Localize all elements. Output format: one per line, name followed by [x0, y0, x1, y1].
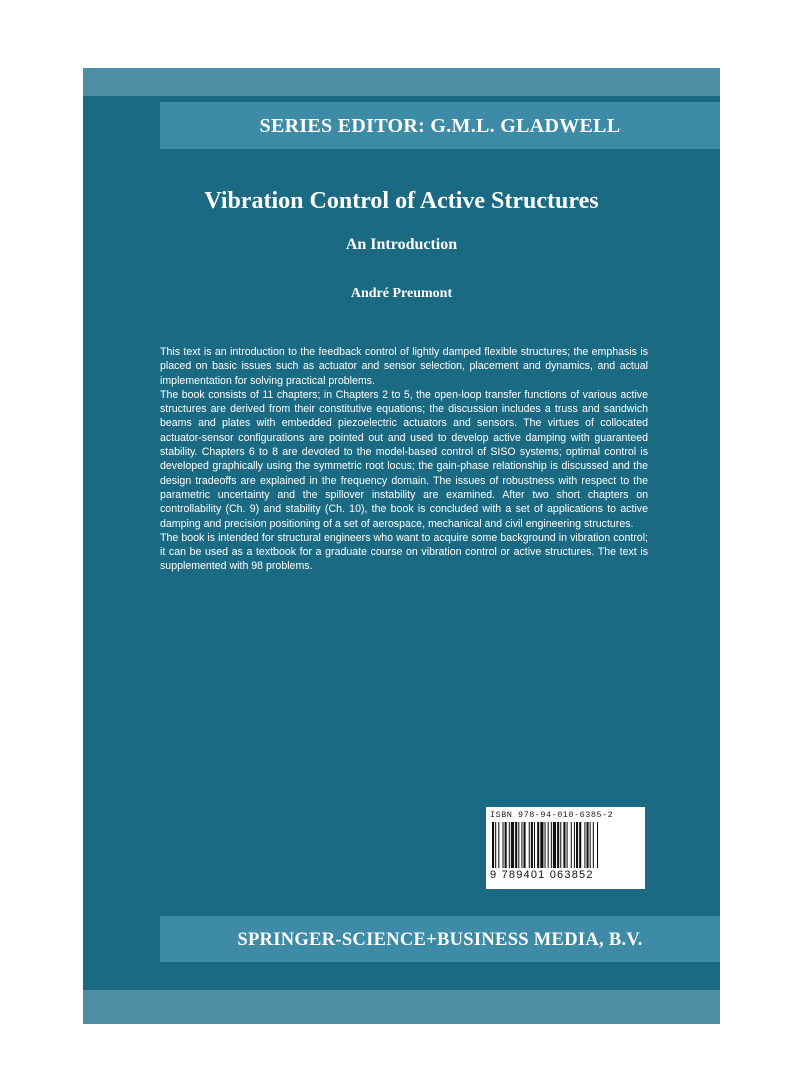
cover-top-edge	[83, 68, 720, 96]
barcode-bar	[560, 822, 561, 868]
barcode-bar	[545, 822, 546, 868]
barcode-bar	[551, 822, 552, 868]
isbn-label: ISBN 978-94-010-6385-2	[490, 810, 614, 820]
barcode-bar	[495, 822, 496, 868]
barcode-bar	[576, 822, 578, 868]
barcode-bar	[521, 822, 522, 868]
barcode-bar	[534, 822, 535, 868]
description-paragraph-1: This text is an introduction to the feedback control of lightly damped flexible structures; the emphasis is placed on basic issues such as actuator and sensor selection, placement and dynamics, and actual implementation for solving practical problems.	[160, 346, 648, 387]
series-editor-banner: SERIES EDITOR: G.M.L. GLADWELL	[160, 102, 720, 149]
book-back-cover	[83, 68, 720, 1024]
barcode-bar	[548, 822, 549, 868]
barcode-bar	[537, 822, 539, 868]
barcode-bar	[518, 822, 519, 868]
barcode-bar	[531, 822, 533, 868]
book-author: André Preumont	[350, 286, 453, 301]
barcode-bar	[529, 822, 530, 868]
description-paragraph-3: The book is intended for structural engineers who want to acquire some background in vibration control; it can be used as a textbook for a graduate course on vibration control or active structures. The text is supplemented with 98 problems.	[160, 531, 648, 573]
barcode-bar	[579, 822, 581, 868]
barcode-bars	[490, 822, 641, 868]
publisher-banner: SPRINGER-SCIENCE+BUSINESS MEDIA, B.V.	[160, 916, 720, 962]
barcode-bar	[503, 822, 504, 868]
barcode-bar	[505, 822, 507, 868]
barcode-bar	[515, 822, 517, 868]
cover-bottom-edge	[83, 990, 720, 1024]
barcode-bar	[593, 822, 594, 868]
barcode-bar	[587, 822, 589, 868]
isbn-barcode	[486, 807, 645, 889]
barcode-bar	[509, 822, 510, 868]
barcode-bar	[553, 822, 556, 868]
barcode-bar	[590, 822, 591, 868]
barcode-bar	[584, 822, 585, 868]
book-title: Vibration Control of Active Structures	[204, 188, 599, 214]
barcode-bar	[597, 822, 598, 868]
barcode-bar	[571, 822, 572, 868]
barcode-number: 9 789401 063852	[490, 869, 594, 881]
book-description	[160, 345, 648, 574]
barcode-bar	[498, 822, 499, 868]
barcode-bar	[567, 822, 568, 868]
barcode-bar	[524, 822, 526, 868]
barcode-bar	[492, 822, 494, 868]
barcode-bar	[563, 822, 565, 868]
description-paragraph-2: The book consists of 11 chapters; in Chapters 2 to 5, the open-loop transfer functions of various active structures are derived from their constitutive equations; the discussion includes a truss and sandwich beams and plates with embedded piezoelectric actuators and sensors. The virtues of collocated actuator-sensor configurations are pointed out and used to develop active damping with guaranteed stability. Chapters 6 to 8 are devoted to the model-based control of SISO systems; optimal control is developed graphically using the symmetric root locus; the gain-phase relationship is discussed and the design tradeoffs are explained in the frequency domain. The issues of robustness with respect to the parametric uncertainty and the spillover instability are examined. After two short chapters on controllability (Ch. 9) and stability (Ch. 10), the book is concluded with a set of applications to active damping and precision positioning of a set of aerospace, mechanical and civil engineering structures.	[160, 388, 648, 530]
barcode-bar	[574, 822, 575, 868]
book-subtitle: An Introduction	[345, 236, 458, 253]
barcode-bar	[511, 822, 514, 868]
barcode-bar	[540, 822, 543, 868]
barcode-bar	[557, 822, 559, 868]
